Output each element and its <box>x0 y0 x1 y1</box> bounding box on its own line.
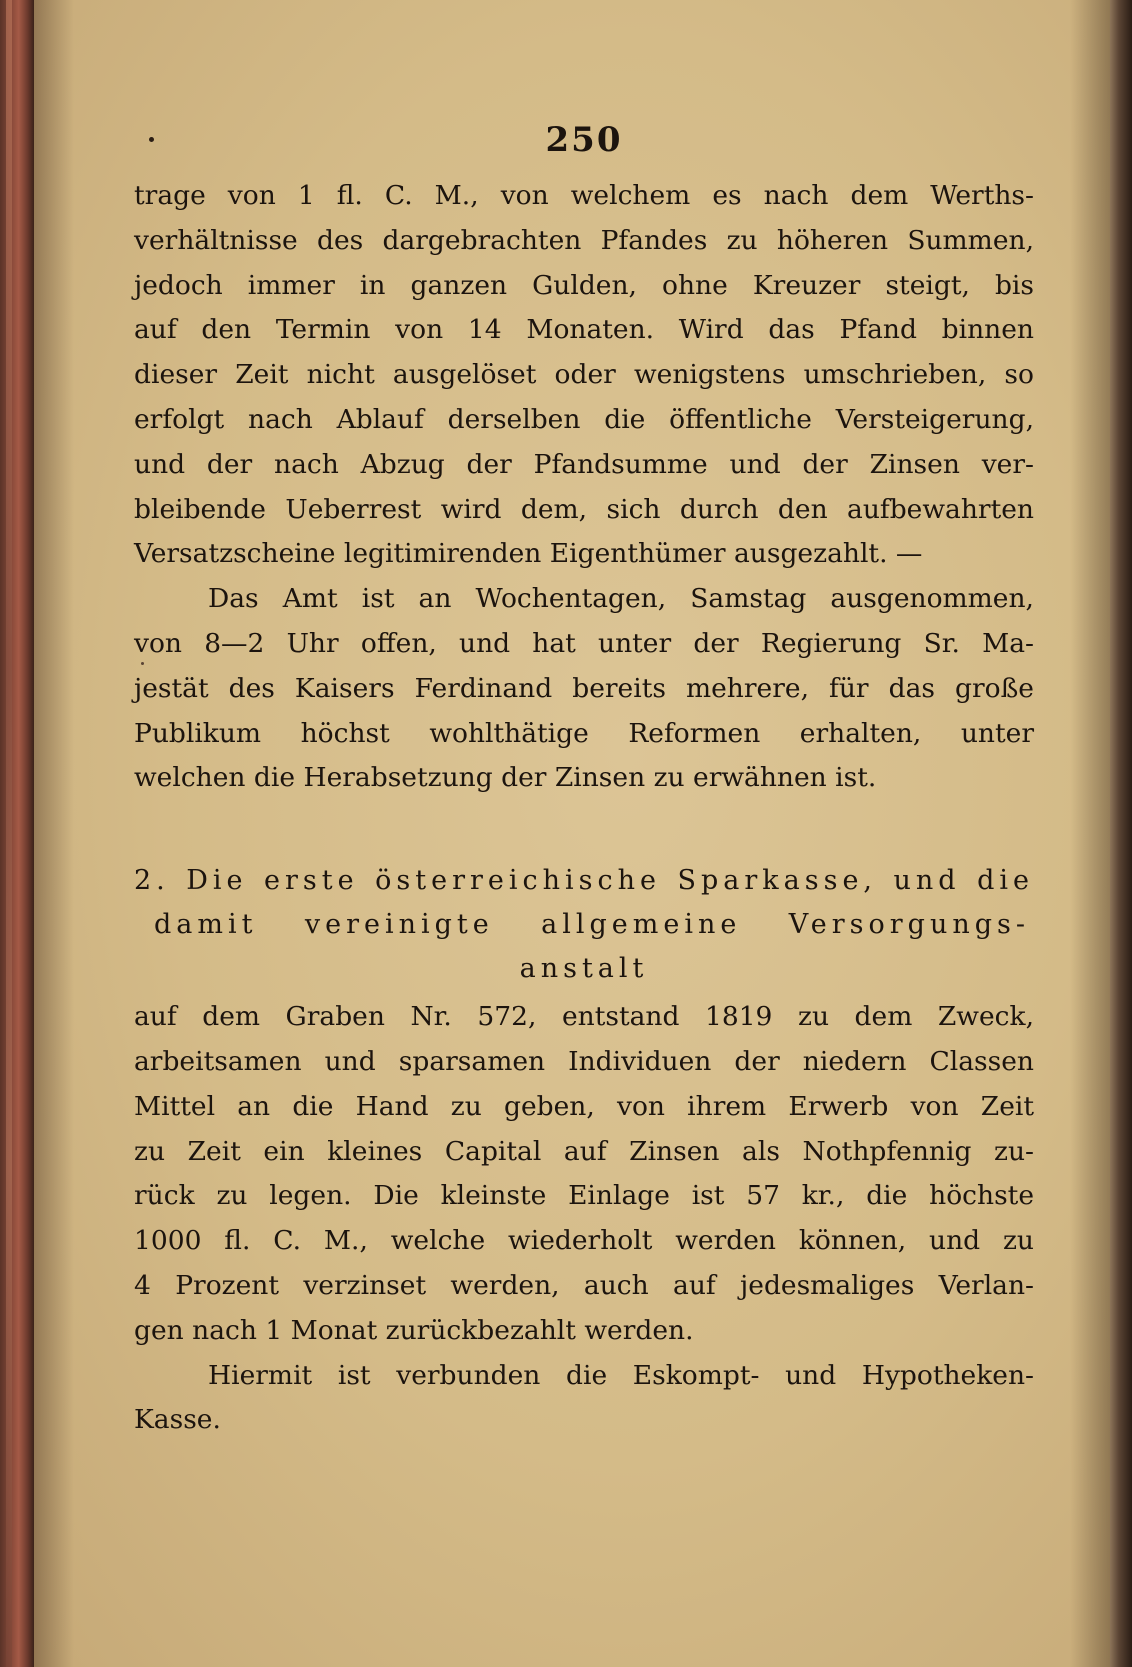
text-line: trage von 1 fl. C. M., von welchem es nach dem Werths- <box>134 180 1034 211</box>
text-line: 1000 fl. C. M., welche wiederholt werden können, und zu <box>134 1225 1034 1257</box>
text-line: erfolgt nach Ablauf derselben die öffentliche Versteigerung, <box>134 403 1034 435</box>
text-line: rück zu legen. Die kleinste Einlage ist 57 kr., die höchste <box>134 1180 1034 1212</box>
paragraph-sparkasse-description <box>134 995 1034 1353</box>
page-text-block <box>134 120 1034 1443</box>
gutter-shadow <box>34 0 74 1667</box>
text-line: Publikum höchst wohlthätige Reformen erhalten, unter <box>134 717 1034 749</box>
text-line: verhältnisse des dargebrachten Pfandes zu höheren Summen, <box>134 224 1034 256</box>
text-line: von 8—2 Uhr offen, und hat unter der Regierung Sr. Ma- <box>134 627 1034 659</box>
page-stack-edge <box>1110 0 1132 1667</box>
text-line: Mittel an die Hand zu geben, von ihrem Erwerb von Zeit <box>134 1090 1034 1122</box>
heading-line: 2. Die erste österreichische Sparkasse, und die <box>134 865 1034 897</box>
page-number: 250 <box>545 120 623 160</box>
text-line: Kasse. <box>134 1404 221 1436</box>
text-line: Das Amt ist an Wochentagen, Samstag ausgenommen, <box>208 583 1034 615</box>
text-line: dieser Zeit nicht ausgelöset oder wenigstens umschrieben, so <box>134 359 1034 391</box>
section-heading-sparkasse <box>134 859 1034 991</box>
binding-stripe <box>6 0 12 1667</box>
heading-line: damit vereinigte allgemeine Versorgungs- <box>154 909 1030 941</box>
outer-edge-shadow <box>1070 0 1110 1667</box>
text-line: 4 Prozent verzinset werden, auch auf jedesmaliges Verlan- <box>134 1269 1034 1301</box>
text-line: jestät des Kaisers Ferdinand bereits mehrere, für das große <box>134 672 1034 704</box>
paragraph-office-hours <box>134 577 1034 801</box>
paragraph-discount-mortgage-bank <box>134 1354 1034 1444</box>
book-binding-edge <box>0 0 34 1667</box>
text-line: gen nach 1 Monat zurückbezahlt werden. <box>134 1314 694 1346</box>
text-line: und der nach Abzug der Pfandsumme und der Zinsen ver- <box>134 448 1034 480</box>
text-line: auf den Termin von 14 Monaten. Wird das Pfand binnen <box>134 314 1034 346</box>
text-line: arbeitsamen und sparsamen Individuen der niedern Classen <box>134 1045 1034 1077</box>
text-line: Versatzscheine legitimirenden Eigenthümer ausgezahlt. — <box>134 538 923 570</box>
text-line: bleibende Ueberrest wird dem, sich durch den aufbewahrten <box>134 493 1034 525</box>
text-line: Hiermit ist verbunden die Eskompt- und Hypotheken- <box>208 1359 1034 1391</box>
heading-line: anstalt <box>519 953 649 985</box>
text-line: zu Zeit ein kleines Capital auf Zinsen als Nothpfennig zu- <box>134 1135 1034 1167</box>
paragraph-pawn-office-terms <box>134 174 1034 577</box>
text-line: welchen die Herabsetzung der Zinsen zu erwähnen ist. <box>134 762 877 794</box>
section-gap <box>134 801 1034 859</box>
text-line: jedoch immer in ganzen Gulden, ohne Kreuzer steigt, bis <box>134 269 1034 301</box>
text-line: auf dem Graben Nr. 572, entstand 1819 zu dem Zweck, <box>134 1001 1034 1033</box>
